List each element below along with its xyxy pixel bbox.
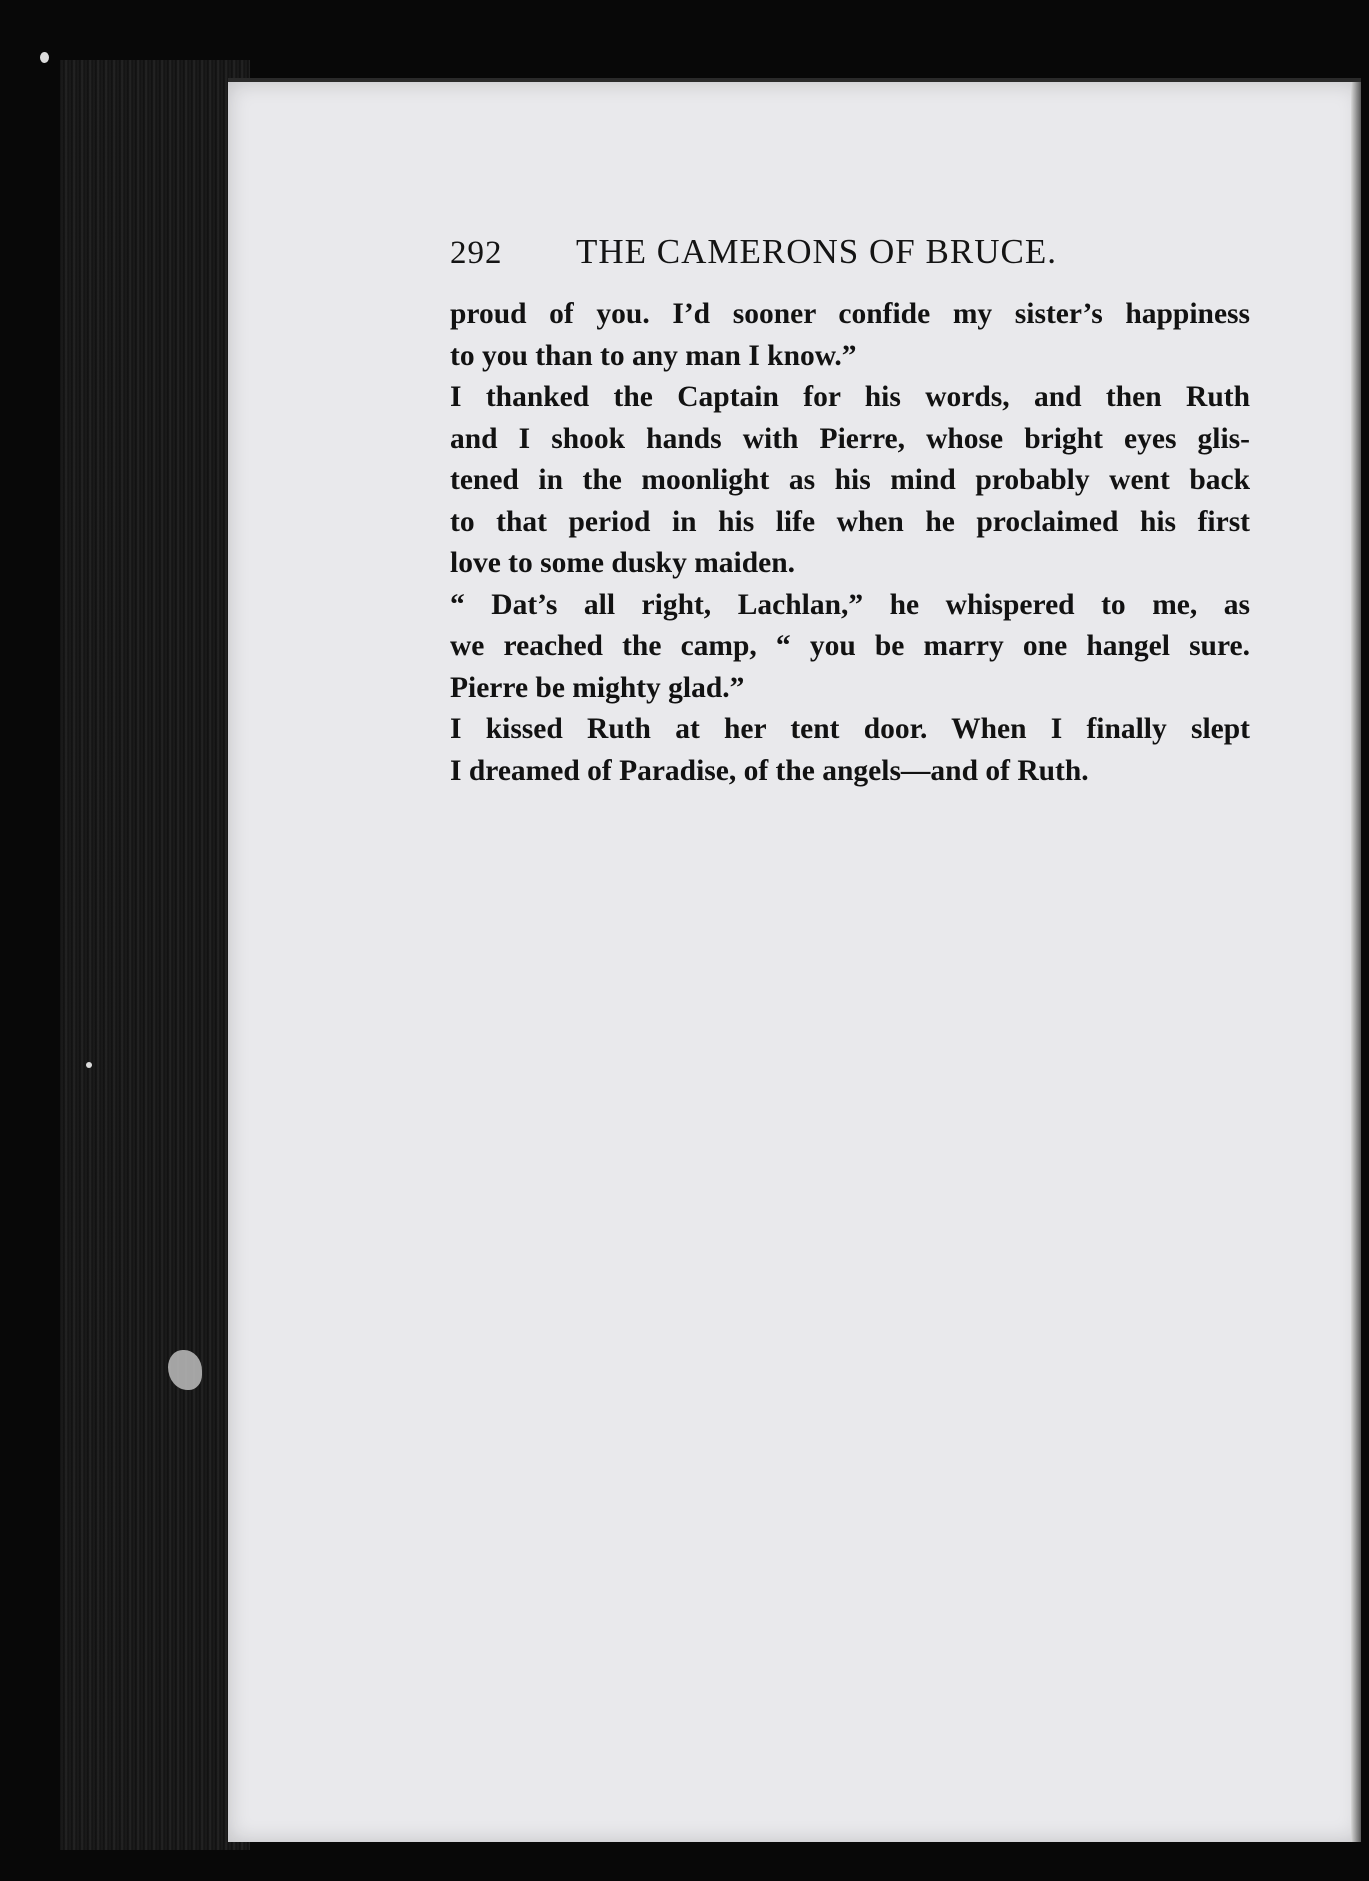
text-line: love to some dusky maiden.	[450, 547, 796, 579]
page-body-text	[450, 294, 1250, 792]
text-line: tened in the moonlight as his mind probably went back	[450, 464, 1250, 496]
page-number: 292	[450, 235, 503, 271]
running-head	[450, 232, 1350, 272]
running-title: THE CAMERONS OF BRUCE.	[576, 232, 1057, 271]
dust-speck	[40, 52, 49, 63]
text-line: I thanked the Captain for his words, and then Ruth	[450, 381, 1250, 413]
dust-speck	[86, 1062, 92, 1068]
text-line: proud of you. I’d sooner confide my sister’s happiness	[450, 298, 1250, 330]
text-line: I dreamed of Paradise, of the angels—and of Ruth.	[450, 754, 1089, 787]
text-line: I kissed Ruth at her tent door. When I finally slept	[450, 713, 1250, 745]
text-line: to you than to any man I know.”	[450, 339, 857, 372]
book-fore-edge	[60, 60, 250, 1850]
text-line: we reached the camp, “ you be marry one hangel sure.	[450, 630, 1250, 662]
text-line: “ Dat’s all right, Lachlan,” he whispered to me, as	[450, 588, 1250, 621]
page-edge-shadow	[1351, 82, 1361, 1842]
book-page	[228, 78, 1361, 1842]
text-line: Pierre be mighty glad.”	[450, 671, 745, 704]
text-line: and I shook hands with Pierre, whose bright eyes glis-	[450, 422, 1250, 455]
text-line: to that period in his life when he proclaimed his first	[450, 505, 1250, 538]
